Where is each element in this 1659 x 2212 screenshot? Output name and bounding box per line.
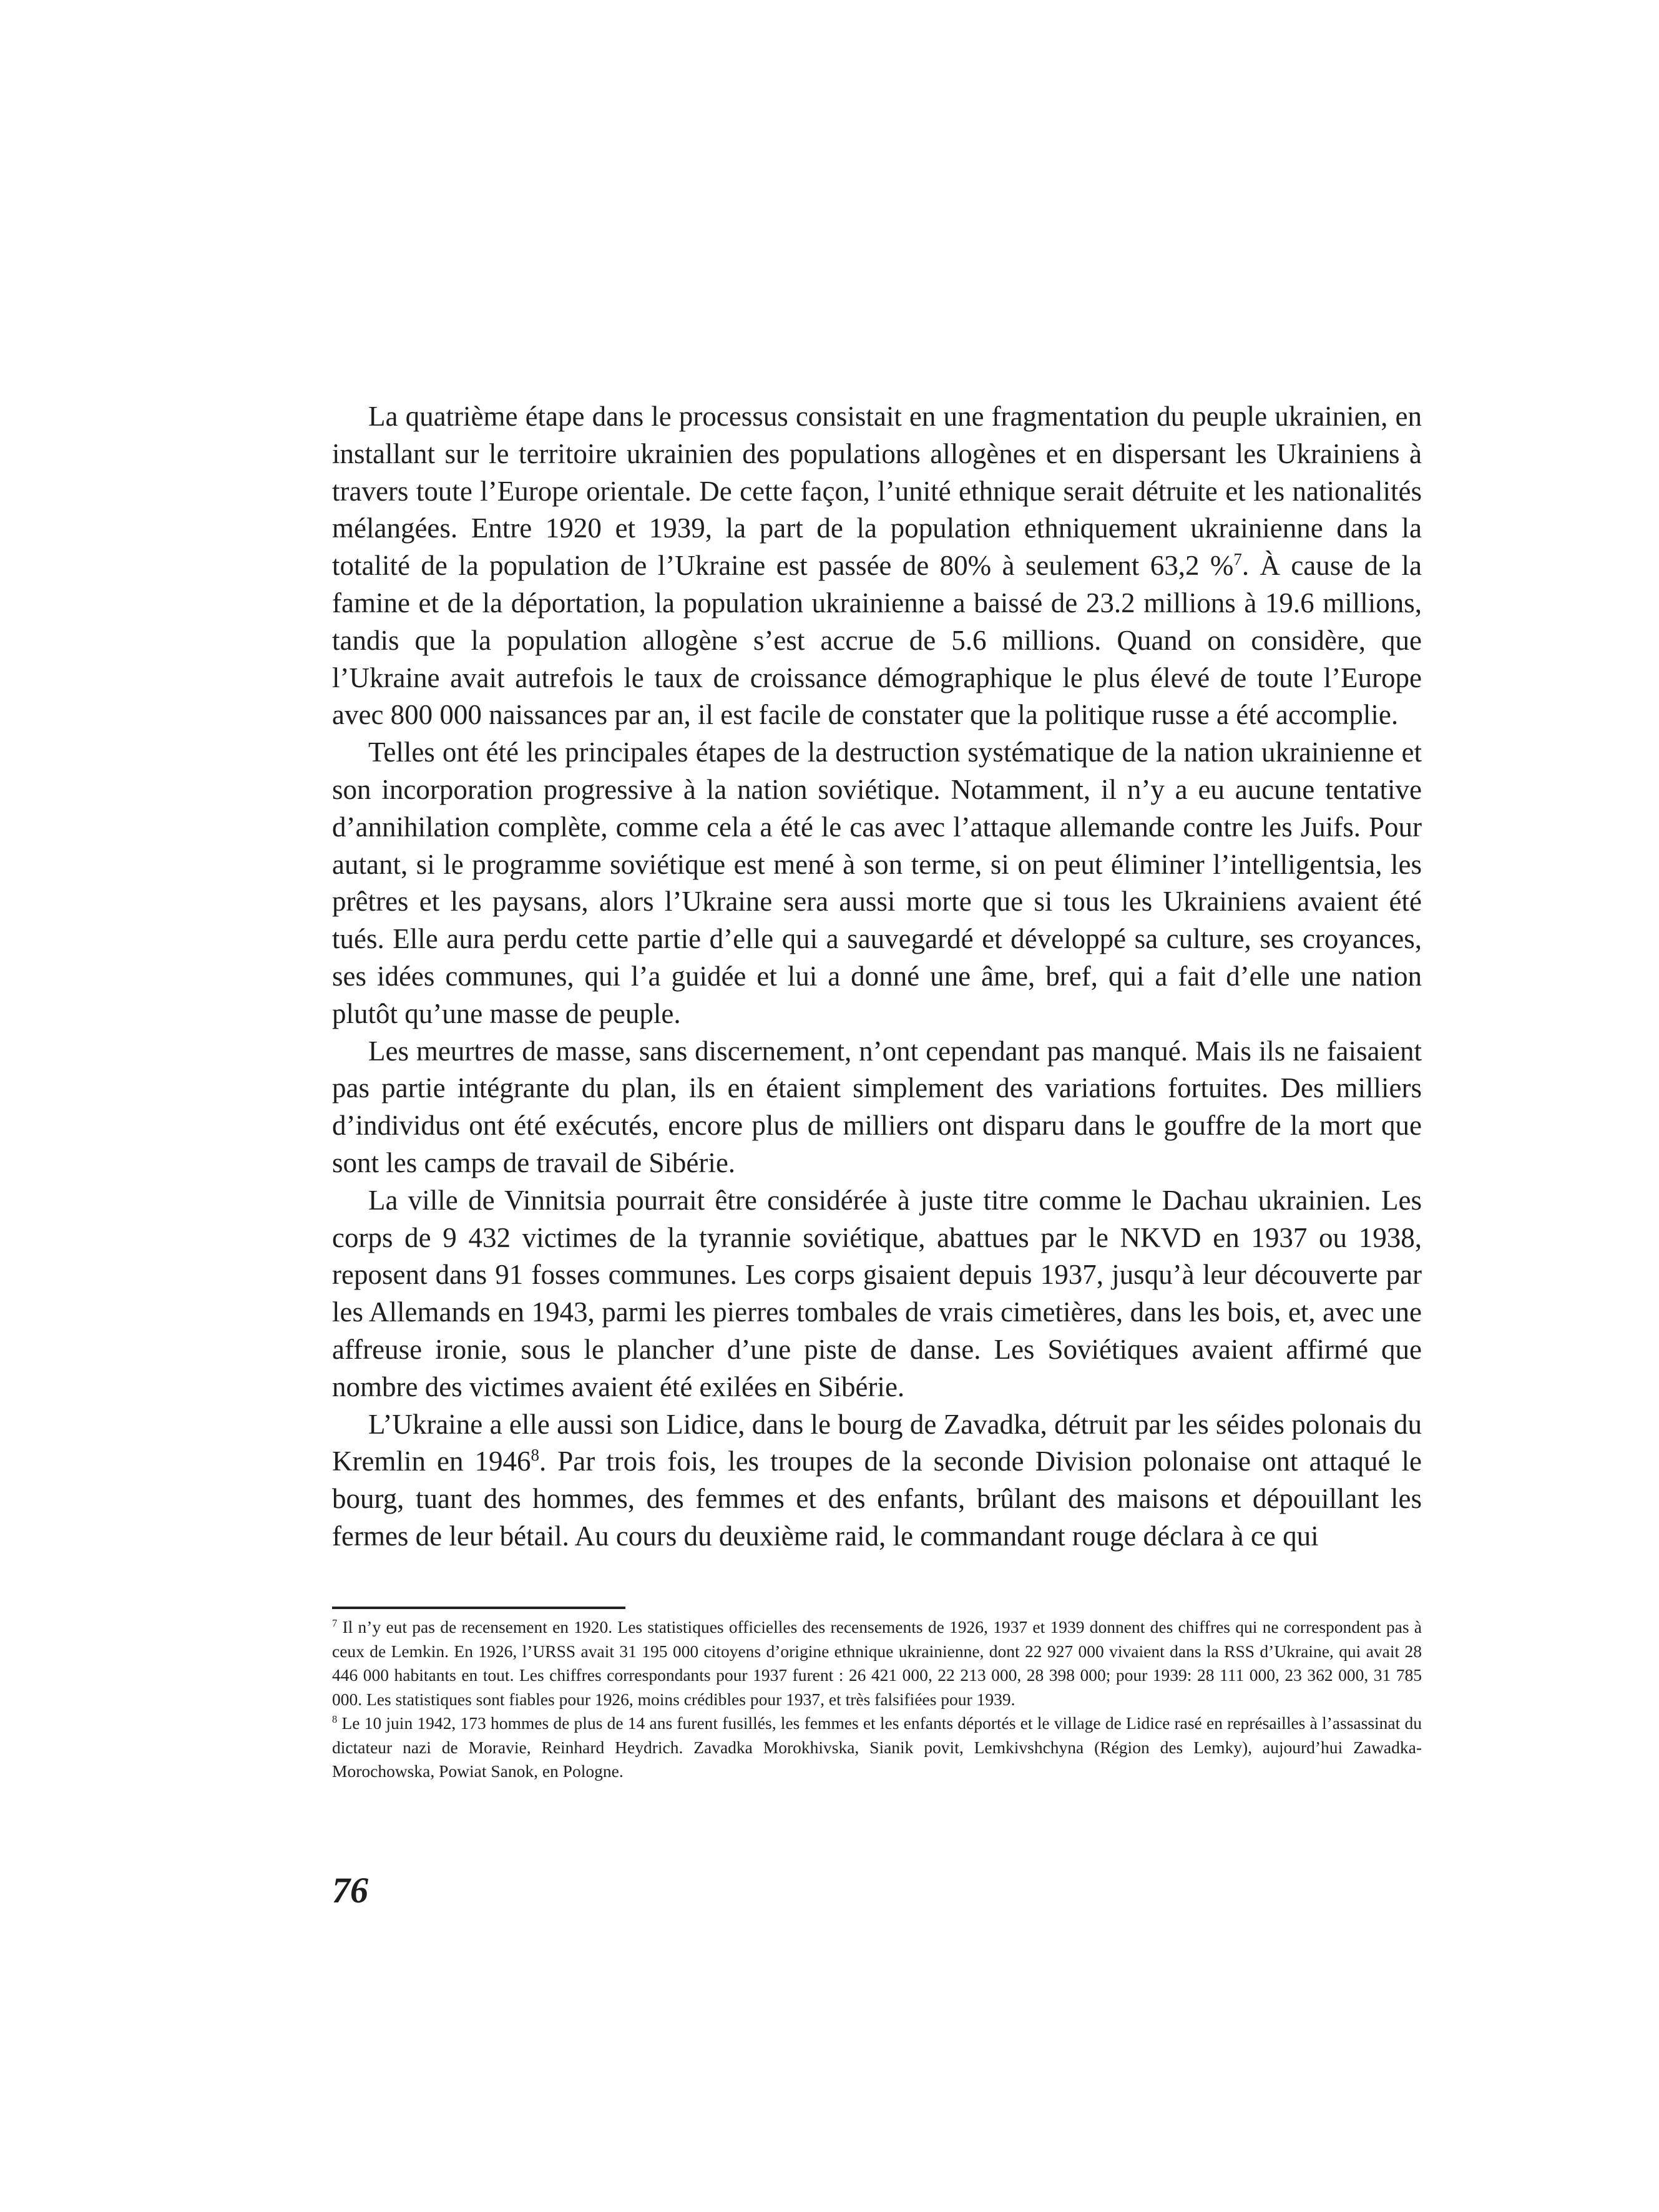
paragraph-text: L’Ukraine a elle aussi son Lidice, dans le bourg de Zavadka, détruit par les séides polonais du Kremlin en 1946 xyxy=(332,1408,1422,1477)
footnote-ref[interactable]: 7 xyxy=(1233,550,1242,569)
paragraph: La ville de Vinnitsia pourrait être considérée à juste titre comme le Dachau ukrainien. Les corps de 9 432 victimes de la tyrannie soviétique, abattues par le NKVD en 1937 ou 1938, reposent dans 91 fosses communes. Les corps gisaient depuis 1937, jusqu’à leur découverte par les Allemands en 1943, parmi les pierres tombales de vrais cimetières, dans les bois, et, avec une affreuse ironie, sous le plancher d’une piste de danse. Les Soviétiques avaient affirmé que nombre des victimes avaient été exilées en Sibérie. xyxy=(332,1184,1422,1402)
paragraph xyxy=(332,1406,1422,1555)
paragraph xyxy=(332,398,1422,734)
footnotes xyxy=(332,1615,1422,1784)
paragraph: Les meurtres de masse, sans discernement, n’ont cependant pas manqué. Mais ils ne faisaient pas partie intégrante du plan, ils en étaient simplement des variations fortuites. Des milliers d’individus ont été exécutés, encore plus de milliers ont disparu dans le gouffre de la mort que sont les camps de travail de Sibérie. xyxy=(332,1035,1422,1178)
paragraph: Telles ont été les principales étapes de la destruction systématique de la nation ukrainienne et son incorporation progressive à la nation soviétique. Notamment, il n’y a eu aucune tentative d’annihilation complète, comme cela a été le cas avec l’attaque allemande contre les Juifs. Pour autant, si le programme soviétique est mené à son terme, si on peut éliminer l’intelligentsia, les prêtres et les paysans, alors l’Ukraine sera aussi morte que si tous les Ukrainiens avaient été tués. Elle aura perdu cette partie d’elle qui a sauvegardé et développé sa culture, ses croyances, ses idées communes, qui l’a guidée et lui a donné une âme, bref, qui a fait d’elle une nation plutôt qu’une masse de peuple. xyxy=(332,737,1422,1029)
body-text xyxy=(332,398,1422,1555)
footnote-text: Il n’y eut pas de recensement en 1920. Les statistiques officielles des recensements de 1926, 1937 et 1939 donnent des chiffres qui ne correspondent pas à ceux de Lemkin. En 1926, l’URSS avait 31 195 000 citoyens d’origine ethnique ukrainienne, dont 22 927 000 vivaient dans la RSS d’Ukraine, qui avait 28 446 000 habitants en tout. Les chiffres correspondants pour 1937 furent : 26 421 000, 22 213 000, 28 398 000; pour 1939: 28 111 000, 23 362 000, 31 785 000. Les statistiques sont fiables pour 1926, moins crédibles pour 1937, et très falsifiées pour 1939. xyxy=(332,1617,1422,1709)
footnote-text: Le 10 juin 1942, 173 hommes de plus de 14 ans furent fusillés, les femmes et les enfants déportés et le village de Lidice rasé en représailles à l’assassinat du dictateur nazi de Moravie, Reinhard Heydrich. Zavadka Morokhivska, Sianik povit, Lemkivshchyna (Région des Lemky), aujourd’hui Zawadka-Morochowska, Powiat Sanok, en Pologne. xyxy=(332,1713,1422,1781)
page-number: 76 xyxy=(332,1870,368,1911)
footnote xyxy=(332,1615,1422,1711)
footnote-number: 8 xyxy=(332,1713,338,1725)
paragraph-text: . À cause de la famine et de la déportation, la population ukrainienne a baissé de 23.2 millions à 19.6 millions, tandis que la population allogène s’est accrue de 5.6 millions. Quand on considère, que l’Ukraine avait autrefois le taux de croissance démographique le plus élevé de toute l’Europe avec 800 000 naissances par an, il est facile de constater que la politique russe a été accomplie. xyxy=(332,550,1422,731)
paragraph-text: . Par trois fois, les troupes de la seconde Division polonaise ont attaqué le bourg, tuant des hommes, des femmes et des enfants, brûlant des maisons et dépouillant les fermes de leur bétail. Au cours du deuxième raid, le commandant rouge déclara à ce qui xyxy=(332,1446,1422,1552)
footnote-number: 7 xyxy=(332,1617,338,1629)
paragraph-text: La quatrième étape dans le processus consistait en une fragmentation du peuple ukrainien, en installant sur le territoire ukrainien des populations allogènes et en dispersant les Ukrainiens à travers toute l’Europe orientale. De cette façon, l’unité ethnique serait détruite et les nationalités mélangées. Entre 1920 et 1939, la part de la population ethniquement ukrainienne dans la totalité de la population de l’Ukraine est passée de 80% à seulement 63,2 % xyxy=(332,401,1422,582)
footnote-ref[interactable]: 8 xyxy=(531,1446,539,1465)
footnote xyxy=(332,1711,1422,1784)
footnote-divider xyxy=(332,1607,625,1609)
